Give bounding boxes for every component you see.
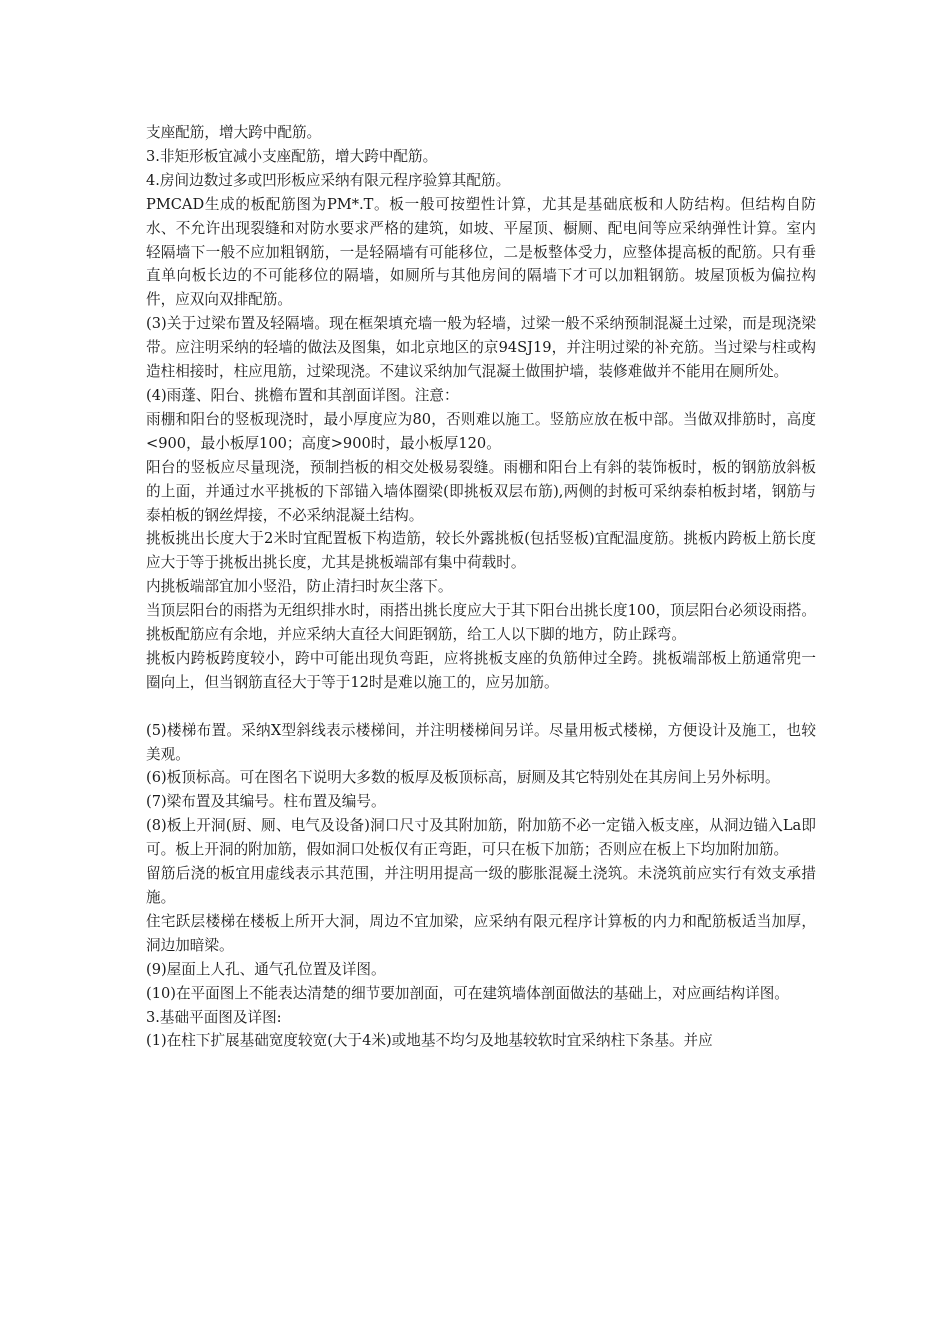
paragraph-6: (4)雨蓬、阳台、挑檐布置和其剖面详图。注意： xyxy=(146,386,459,404)
paragraph-22: (1)在柱下扩展基础宽度较宽(大于4米)或地基不均匀及地基较软时宜采纳柱下条基。并应 xyxy=(146,1032,713,1050)
blank-line xyxy=(146,695,816,719)
document-body xyxy=(146,121,816,1053)
paragraph-20: (10)在平面图上不能表达清楚的细节要加剖面，可在建筑墙体剖面做法的基础上，对应画结构详图。 xyxy=(146,984,789,1002)
paragraph-4: PMCAD生成的板配筋图为PM*.T。板一般可按塑性计算，尤其是基础底板和人防结构。但结构自防水、不允许出现裂缝和对防水要求严格的建筑，如坡、平屋顶、橱厕、配电间等应采纳弹性计算。室内轻隔墙下一般不应加粗钢筋，一是轻隔墙有可能移位，二是板整体受力，应整体提高板的配筋。只有垂直单向板长边的不可能移位的隔墙，如厕所与其他房间的隔墙下才可以加粗钢筋。坡屋顶板为偏拉构件，应双向双排配筋。 xyxy=(146,195,816,309)
paragraph-21: 3.基础平面图及详图: xyxy=(146,1008,282,1026)
paragraph-8: 阳台的竖板应尽量现浇，预制挡板的相交处极易裂缝。雨棚和阳台上有斜的装饰板时，板的钢筋放斜板的上面，并通过水平挑板的下部锚入墙体圈梁(即挑板双层布筋),两侧的封板可采纳泰柏板封堵，钢筋与泰柏板的钢丝焊接，不必采纳混凝土结构。 xyxy=(146,458,816,524)
paragraph-9: 挑板挑出长度大于2米时宜配置板下构造筋，较长外露挑板(包括竖板)宜配温度筋。挑板内跨板上筋长度应大于等于挑板出挑长度，尤其是挑板端部有集中荷载时。 xyxy=(146,530,816,572)
paragraph-15: (7)梁布置及其编号。柱布置及编号。 xyxy=(146,793,386,811)
paragraph-5: (3)关于过梁布置及轻隔墙。现在框架填充墙一般为轻墙，过梁一般不采纳预制混凝土过梁，而是现浇梁带。应注明采纳的轻墙的做法及图集，如北京地区的京94SJ19，并注明过梁的补充筋。当过梁与柱或构造柱相接时，柱应甩筋，过梁现浇。不建议采纳加气混凝土做围护墙，装修难做并不能用在厕所处。 xyxy=(146,315,816,381)
paragraph-18: 住宅跃层楼梯在楼板上所开大洞，周边不宜加梁，应采纳有限元程序计算板的内力和配筋板适当加厚，洞边加暗梁。 xyxy=(146,912,816,954)
paragraph-3: 4.房间边数过多或凹形板应采纳有限元程序验算其配筋。 xyxy=(146,171,511,189)
paragraph-17: 留筋后浇的板宜用虚线表示其范围，并注明用提高一级的膨胀混凝土浇筑。未浇筑前应实行有效支承措施。 xyxy=(146,865,816,906)
paragraph-1: 支座配筋，增大跨中配筋。 xyxy=(146,124,322,141)
paragraph-11: 当顶层阳台的雨搭为无组织排水时，雨搭出挑长度应大于其下阳台出挑长度100，顶层阳台必须设雨搭。挑板配筋应有余地，并应采纳大直径大间距钢筋，给工人以下脚的地方，防止踩弯。 xyxy=(146,602,816,644)
paragraph-2: 3.非矩形板宜减小支座配筋，增大跨中配筋。 xyxy=(146,147,438,165)
paragraph-7: 雨棚和阳台的竖板现浇时，最小厚度应为80，否则难以施工。竖筋应放在板中部。当做双排筋时，高度<900，最小板厚100；高度>900时，最小板厚120。 xyxy=(146,410,816,452)
paragraph-13: (5)楼梯布置。采纳X型斜线表示楼梯间，并注明楼梯间另详。尽量用板式楼梯，方便设计及施工，也较美观。 xyxy=(146,721,816,763)
paragraph-19: (9)屋面上人孔、通气孔位置及详图。 xyxy=(146,960,386,978)
paragraph-16: (8)板上开洞(厨、厕、电气及设备)洞口尺寸及其附加筋，附加筋不必一定锚入板支座，从洞边锚入La即可。板上开洞的附加筋，假如洞口处板仅有正弯距，可只在板下加筋；否则应在板上下均加附加筋。 xyxy=(146,817,816,859)
paragraph-14: (6)板顶标高。可在图名下说明大多数的板厚及板顶标高，厨厕及其它特别处在其房间上另外标明。 xyxy=(146,769,780,787)
paragraph-12: 挑板内跨板跨度较小，跨中可能出现负弯距，应将挑板支座的负筋伸过全跨。挑板端部板上筋通常兜一圈向上，但当钢筋直径大于等于12时是难以施工的，应另加筋。 xyxy=(146,649,816,691)
paragraph-10: 内挑板端部宜加小竖沿，防止清扫时灰尘落下。 xyxy=(146,578,453,596)
